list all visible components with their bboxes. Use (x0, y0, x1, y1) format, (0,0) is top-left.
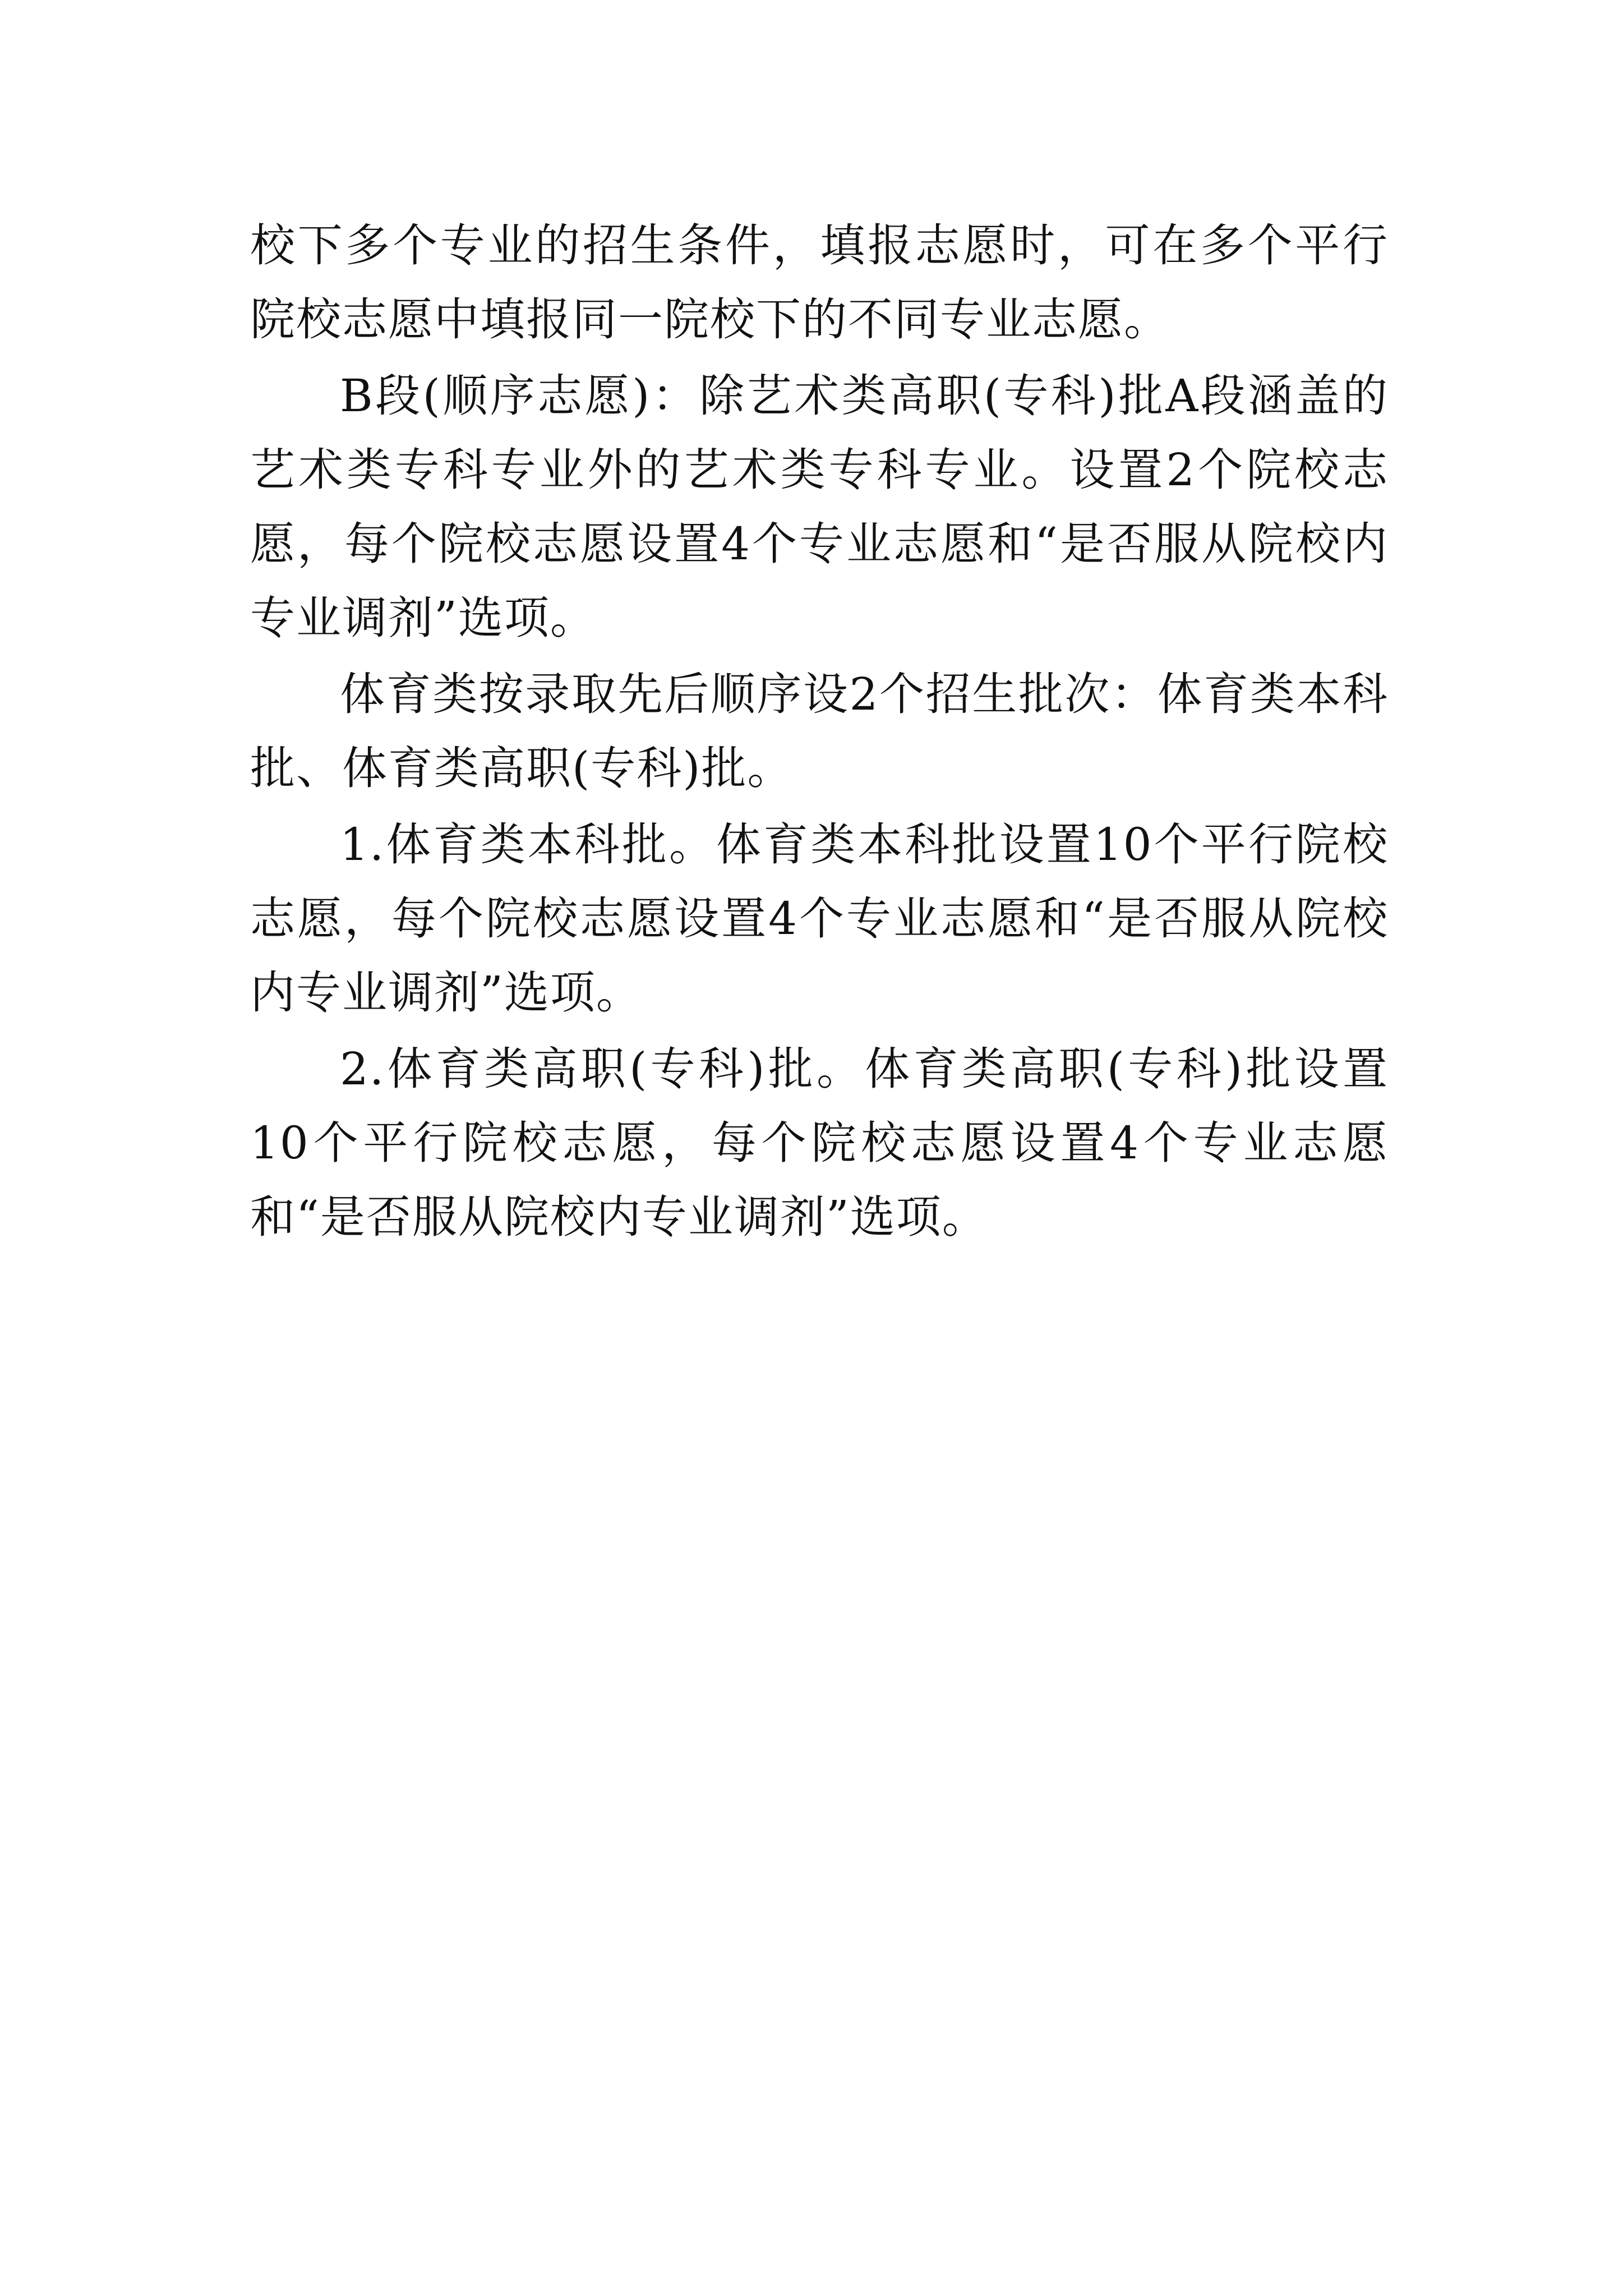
paragraph-sports-vocational: 2.体育类高职(专科)批。体育类高职(专科)批设置10个平行院校志愿，每个院校志愿设置4个专业志愿和“是否服从院校内专业调剂”选项。 (250, 1043, 1389, 1243)
paragraph-continuation: 校下多个专业的招生条件，填报志愿时，可在多个平行院校志愿中填报同一院校下的不同专业志愿。 (250, 219, 1389, 346)
paragraph-sports-batches: 体育类按录取先后顺序设2个招生批次：体育类本科批、体育类高职(专科)批。 (250, 668, 1389, 794)
document-body (250, 209, 1389, 1254)
paragraph-b-section: B段(顺序志愿)：除艺术类高职(专科)批A段涵盖的艺术类专科专业外的艺术类专科专业。设置2个院校志愿，每个院校志愿设置4个专业志愿和“是否服从院校内专业调剂”选项。 (250, 370, 1389, 644)
paragraph-sports-undergraduate: 1.体育类本科批。体育类本科批设置10个平行院校志愿，每个院校志愿设置4个专业志愿和“是否服从院校内专业调剂”选项。 (250, 818, 1389, 1019)
